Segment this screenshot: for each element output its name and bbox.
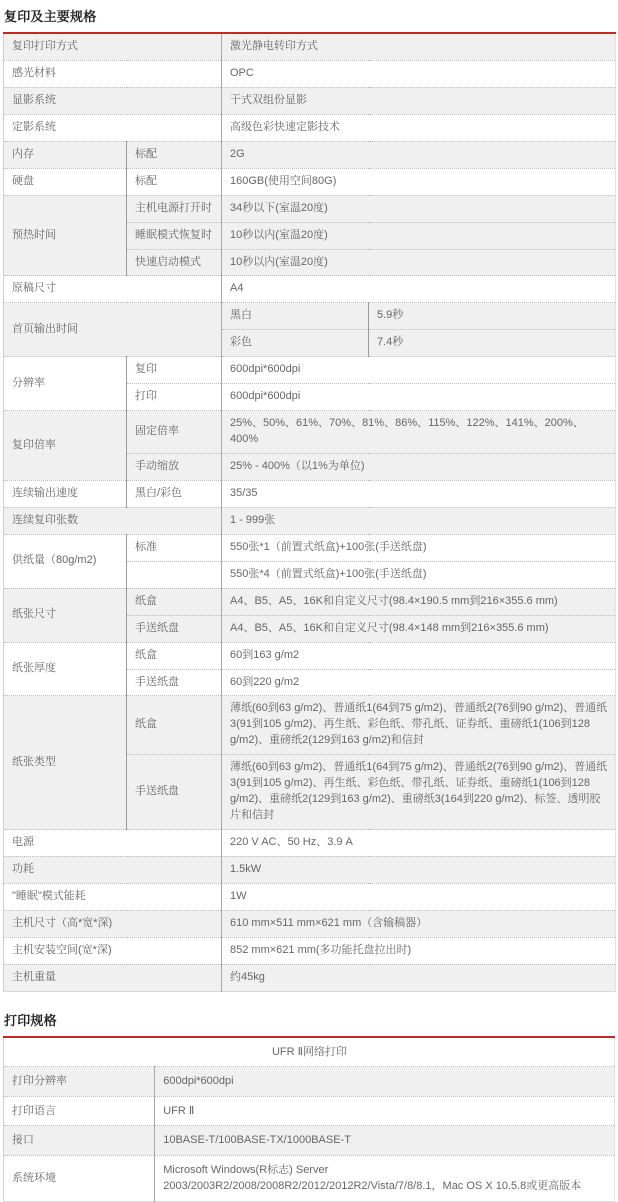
- row-sublabel: 手送纸盘: [127, 755, 222, 830]
- row-value: 600dpi*600dpi: [222, 357, 616, 384]
- table-row: [4, 141, 616, 168]
- table-row: [4, 60, 616, 87]
- section-title-print-specs: 打印规格: [4, 1012, 57, 1028]
- table-row: [4, 276, 616, 303]
- row-value: 60到220 g/m2: [222, 669, 616, 696]
- row-label: 打印分辨率: [4, 1067, 155, 1097]
- row-sublabel: 睡眠模式恢复时: [127, 222, 222, 249]
- row-value: 600dpi*600dpi: [222, 384, 616, 411]
- print-spec-table: [3, 1036, 615, 1202]
- row-label: 供纸量（80g/m2): [4, 534, 127, 588]
- row-label: 硬盘: [4, 168, 127, 195]
- table-row: [4, 303, 616, 330]
- row-value: 10BASE-T/100BASE-TX/1000BASE-T: [155, 1126, 615, 1156]
- row-value: 7.4秒: [369, 330, 616, 357]
- row-label: 首页输出时间: [4, 303, 222, 357]
- row-value: A4、B5、A5、16K和自定义尺寸(98.4×148 mm到216×355.6 mm): [222, 615, 616, 642]
- row-sublabel: 主机电源打开时: [127, 195, 222, 222]
- row-value: 35/35: [222, 480, 616, 507]
- row-label: 连续输出速度: [4, 480, 127, 507]
- table-row: [4, 534, 616, 561]
- table-row: [4, 588, 616, 615]
- row-value: UFR Ⅱ: [155, 1096, 615, 1126]
- print-table-header: UFR Ⅱ网络打印: [4, 1037, 615, 1067]
- row-sublabel: 纸盒: [127, 588, 222, 615]
- row-label: 系统环境: [4, 1155, 155, 1201]
- row-label: 连续复印张数: [4, 507, 222, 534]
- row-sublabel: 纸盒: [127, 696, 222, 755]
- row-sublabel: 标配: [127, 141, 222, 168]
- row-label: 主机安装空间(宽*深): [4, 937, 222, 964]
- table-row: [4, 411, 616, 454]
- row-sublabel: 黑白: [222, 303, 369, 330]
- table-row: [4, 696, 616, 755]
- table-row: [4, 114, 616, 141]
- row-value: 25%、50%、61%、70%、81%、86%、115%、122%、141%、200%、400%: [222, 411, 616, 454]
- row-value: 激光静电转印方式: [222, 33, 616, 60]
- table-header-row: [4, 1037, 615, 1067]
- table-row: [4, 357, 616, 384]
- row-label: 纸张类型: [4, 696, 127, 830]
- row-value: 1W: [222, 883, 616, 910]
- row-value: 852 mm×621 mm(多功能托盘拉出时): [222, 937, 616, 964]
- table-row: [4, 168, 616, 195]
- row-value: 1.5kW: [222, 856, 616, 883]
- row-label: 纸张厚度: [4, 642, 127, 696]
- table-row: [4, 964, 616, 991]
- row-label: 电源: [4, 830, 222, 857]
- row-sublabel: 打印: [127, 384, 222, 411]
- table-row: [4, 1155, 615, 1201]
- row-label: 定影系统: [4, 114, 222, 141]
- row-value: 610 mm×511 mm×621 mm（含输稿器）: [222, 910, 616, 937]
- row-value: 2G: [222, 141, 616, 168]
- row-sublabel: 手送纸盘: [127, 615, 222, 642]
- table-row: [4, 1067, 615, 1097]
- row-label: 感光材料: [4, 60, 222, 87]
- table-row: [4, 910, 616, 937]
- row-label: 原稿尺寸: [4, 276, 222, 303]
- row-label: 主机尺寸（高*宽*深): [4, 910, 222, 937]
- row-sublabel: 纸盒: [127, 642, 222, 669]
- row-value: 160GB(使用空间80G): [222, 168, 616, 195]
- row-label: 内存: [4, 141, 127, 168]
- row-value: 薄纸(60到63 g/m2)、普通纸1(64到75 g/m2)、普通纸2(76到90 g/m2)、普通纸3(91到105 g/m2)、再生纸、彩色纸、带孔纸、证券纸、重磅纸1(106到128 g/m2)、重磅纸2(129到163 g/m2)和信封: [222, 696, 616, 755]
- row-value: 600dpi*600dpi: [155, 1067, 615, 1097]
- row-label: 纸张尺寸: [4, 588, 127, 642]
- row-sublabel: 快速启动模式: [127, 249, 222, 276]
- table-row: [4, 33, 616, 60]
- row-sublabel: 手送纸盘: [127, 669, 222, 696]
- table-row: [4, 480, 616, 507]
- row-sublabel: 标配: [127, 168, 222, 195]
- copy-spec-table: [3, 32, 616, 992]
- row-value: 约45kg: [222, 964, 616, 991]
- row-value: 5.9秒: [369, 303, 616, 330]
- row-value: 1 - 999张: [222, 507, 616, 534]
- row-label: 复印打印方式: [4, 33, 222, 60]
- row-label: 预热时间: [4, 195, 127, 276]
- table-row: [4, 856, 616, 883]
- table-row: [4, 1096, 615, 1126]
- row-value: 550张*4（前置式纸盒)+100张(手送纸盘): [222, 561, 616, 588]
- row-label: 功耗: [4, 856, 222, 883]
- table-row: [4, 507, 616, 534]
- row-sublabel: 标准: [127, 534, 222, 561]
- row-value: 550张*1（前置式纸盒)+100张(手送纸盘): [222, 534, 616, 561]
- table-row: [4, 642, 616, 669]
- table-row: [4, 883, 616, 910]
- row-value: 34秒以下(室温20度): [222, 195, 616, 222]
- section-title-copy-specs: 复印及主要规格: [4, 9, 97, 24]
- row-label: 复印倍率: [4, 411, 127, 481]
- row-value: 220 V AC、50 Hz、3.9 A: [222, 830, 616, 857]
- row-sublabel: 手动缩放: [127, 454, 222, 481]
- row-label: 显影系统: [4, 87, 222, 114]
- row-sublabel: 复印: [127, 357, 222, 384]
- row-value: 高级色彩快速定影技术: [222, 114, 616, 141]
- row-value: 10秒以内(室温20度): [222, 249, 616, 276]
- table-row: [4, 195, 616, 222]
- row-label: 主机重量: [4, 964, 222, 991]
- row-sublabel: 彩色: [222, 330, 369, 357]
- row-label: 打印语言: [4, 1096, 155, 1126]
- row-value: 干式双组份显影: [222, 87, 616, 114]
- table-row: [4, 830, 616, 857]
- table-row: [4, 87, 616, 114]
- row-sublabel: 黑白/彩色: [127, 480, 222, 507]
- table-row: [4, 937, 616, 964]
- row-label: "睡眠"模式能耗: [4, 883, 222, 910]
- row-value: 薄纸(60到63 g/m2)、普通纸1(64到75 g/m2)、普通纸2(76到90 g/m2)、普通纸3(91到105 g/m2)、再生纸、彩色纸、带孔纸、证券纸、重磅纸1(106到128 g/m2)、重磅纸2(129到163 g/m2)、重磅纸3(164到220 g/m2)、标签、透明胶片和信封: [222, 755, 616, 830]
- row-value: 25% - 400%（以1%为单位): [222, 454, 616, 481]
- row-label: 接口: [4, 1126, 155, 1156]
- row-value: 10秒以内(室温20度): [222, 222, 616, 249]
- row-value: 60到163 g/m2: [222, 642, 616, 669]
- row-value: Microsoft Windows(R标志) Server 2003/2003R2/2008/2008R2/2012/2012R2/Vista/7/8/8.1，Mac OS X 10.5.8或更高版本: [155, 1155, 615, 1201]
- row-label: 分辨率: [4, 357, 127, 411]
- row-sublabel: 固定倍率: [127, 411, 222, 454]
- table-row: [4, 1126, 615, 1156]
- row-value: OPC: [222, 60, 616, 87]
- row-value: A4、B5、A5、16K和自定义尺寸(98.4×190.5 mm到216×355.6 mm): [222, 588, 616, 615]
- row-value: A4: [222, 276, 616, 303]
- row-sublabel: [127, 561, 222, 588]
